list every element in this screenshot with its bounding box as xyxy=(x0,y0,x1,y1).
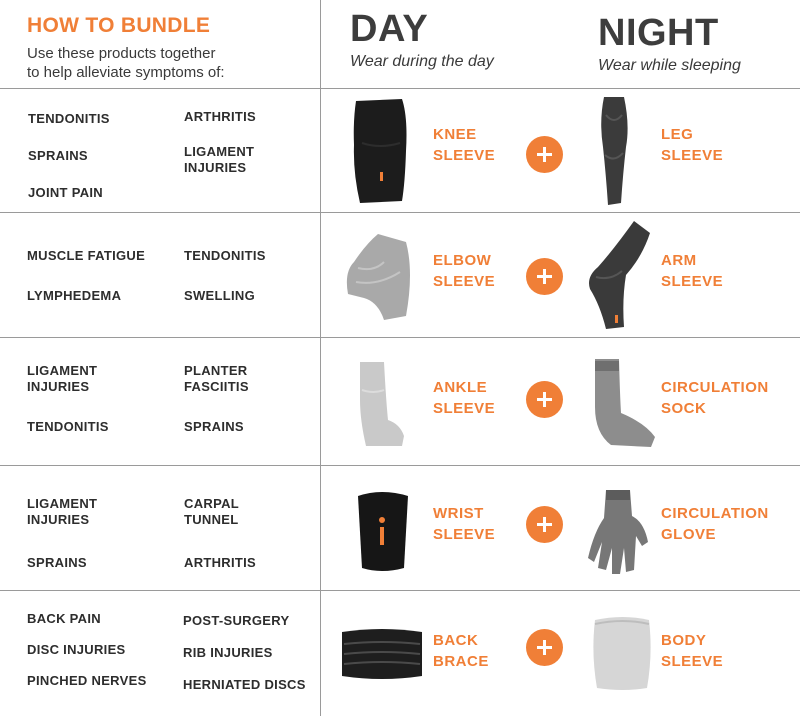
plus-icon xyxy=(526,506,563,543)
elbow-sleeve-icon xyxy=(344,232,416,324)
night-product-label: BODY SLEEVE xyxy=(661,632,724,670)
symptom-label: LIGAMENT INJURIES xyxy=(27,363,98,394)
plus-icon xyxy=(526,136,563,173)
symptom-label: TENDONITIS xyxy=(28,111,110,126)
wrist-sleeve-icon xyxy=(354,490,412,574)
symptom-label: CARPAL TUNNEL xyxy=(184,496,239,527)
row-divider xyxy=(0,465,800,466)
symptom-label: JOINT PAIN xyxy=(28,185,103,200)
symptom-label: ARTHRITIS xyxy=(184,109,257,124)
day-title: DAY xyxy=(350,8,429,50)
symptom-label: SWELLING xyxy=(184,288,256,303)
plus-icon xyxy=(526,381,563,418)
symptom-label: LIGAMENT INJURIES xyxy=(184,144,255,175)
symptom-label: TENDONITIS xyxy=(27,419,109,434)
symptom-label: SPRAINS xyxy=(28,148,88,163)
symptom-label: PINCHED NERVES xyxy=(27,673,147,688)
subtitle-line: Use these products together xyxy=(27,45,216,62)
night-product-label: CIRCULATION SOCK xyxy=(661,379,769,417)
symptom-label: SPRAINS xyxy=(27,555,87,570)
night-title: NIGHT xyxy=(598,12,719,54)
bundle-header xyxy=(27,14,307,82)
symptom-label: MUSCLE FATIGUE xyxy=(27,248,146,263)
day-product-label: BACK BRACE xyxy=(433,632,489,670)
page-subtitle xyxy=(27,44,307,82)
day-product-label: KNEE SLEEVE xyxy=(433,126,496,164)
symptom-label: HERNIATED DISCS xyxy=(183,677,306,692)
circulation-sock-icon xyxy=(589,357,659,451)
symptom-label: SPRAINS xyxy=(184,419,244,434)
symptom-label: POST-SURGERY xyxy=(183,613,290,628)
column-divider xyxy=(320,0,321,716)
arm-sleeve-icon xyxy=(584,219,652,331)
night-product-label: ARM SLEEVE xyxy=(661,252,724,290)
subtitle-line: to help alleviate symptoms of: xyxy=(27,64,225,81)
day-product-label: ELBOW SLEEVE xyxy=(433,252,496,290)
day-product-label: WRIST SLEEVE xyxy=(433,505,496,543)
symptom-label: LYMPHEDEMA xyxy=(27,288,122,303)
day-column-header xyxy=(350,8,494,71)
symptom-label: PLANTER FASCIITIS xyxy=(184,363,249,394)
row-divider xyxy=(0,212,800,213)
circulation-glove-icon xyxy=(586,486,652,578)
night-column-header xyxy=(598,12,741,75)
night-subtitle: Wear while sleeping xyxy=(598,57,741,74)
leg-sleeve-icon xyxy=(596,95,632,207)
row-divider xyxy=(0,590,800,591)
symptom-label: DISC INJURIES xyxy=(27,642,126,657)
night-product-label: LEG SLEEVE xyxy=(661,126,724,164)
symptom-label: RIB INJURIES xyxy=(183,645,273,660)
page-title: HOW TO BUNDLE xyxy=(27,14,211,37)
night-product-label: CIRCULATION GLOVE xyxy=(661,505,769,543)
row-divider xyxy=(0,88,800,89)
symptom-label: BACK PAIN xyxy=(27,611,101,626)
plus-icon xyxy=(526,258,563,295)
symptom-label: ARTHRITIS xyxy=(184,555,257,570)
back-brace-icon xyxy=(340,628,424,680)
ankle-sleeve-icon xyxy=(356,360,408,450)
body-sleeve-icon xyxy=(589,614,655,692)
day-product-label: ANKLE SLEEVE xyxy=(433,379,496,417)
row-divider xyxy=(0,337,800,338)
plus-icon xyxy=(526,629,563,666)
knee-sleeve-icon xyxy=(350,97,410,205)
symptom-label: TENDONITIS xyxy=(184,248,266,263)
day-subtitle: Wear during the day xyxy=(350,53,494,70)
symptom-label: LIGAMENT INJURIES xyxy=(27,496,98,527)
